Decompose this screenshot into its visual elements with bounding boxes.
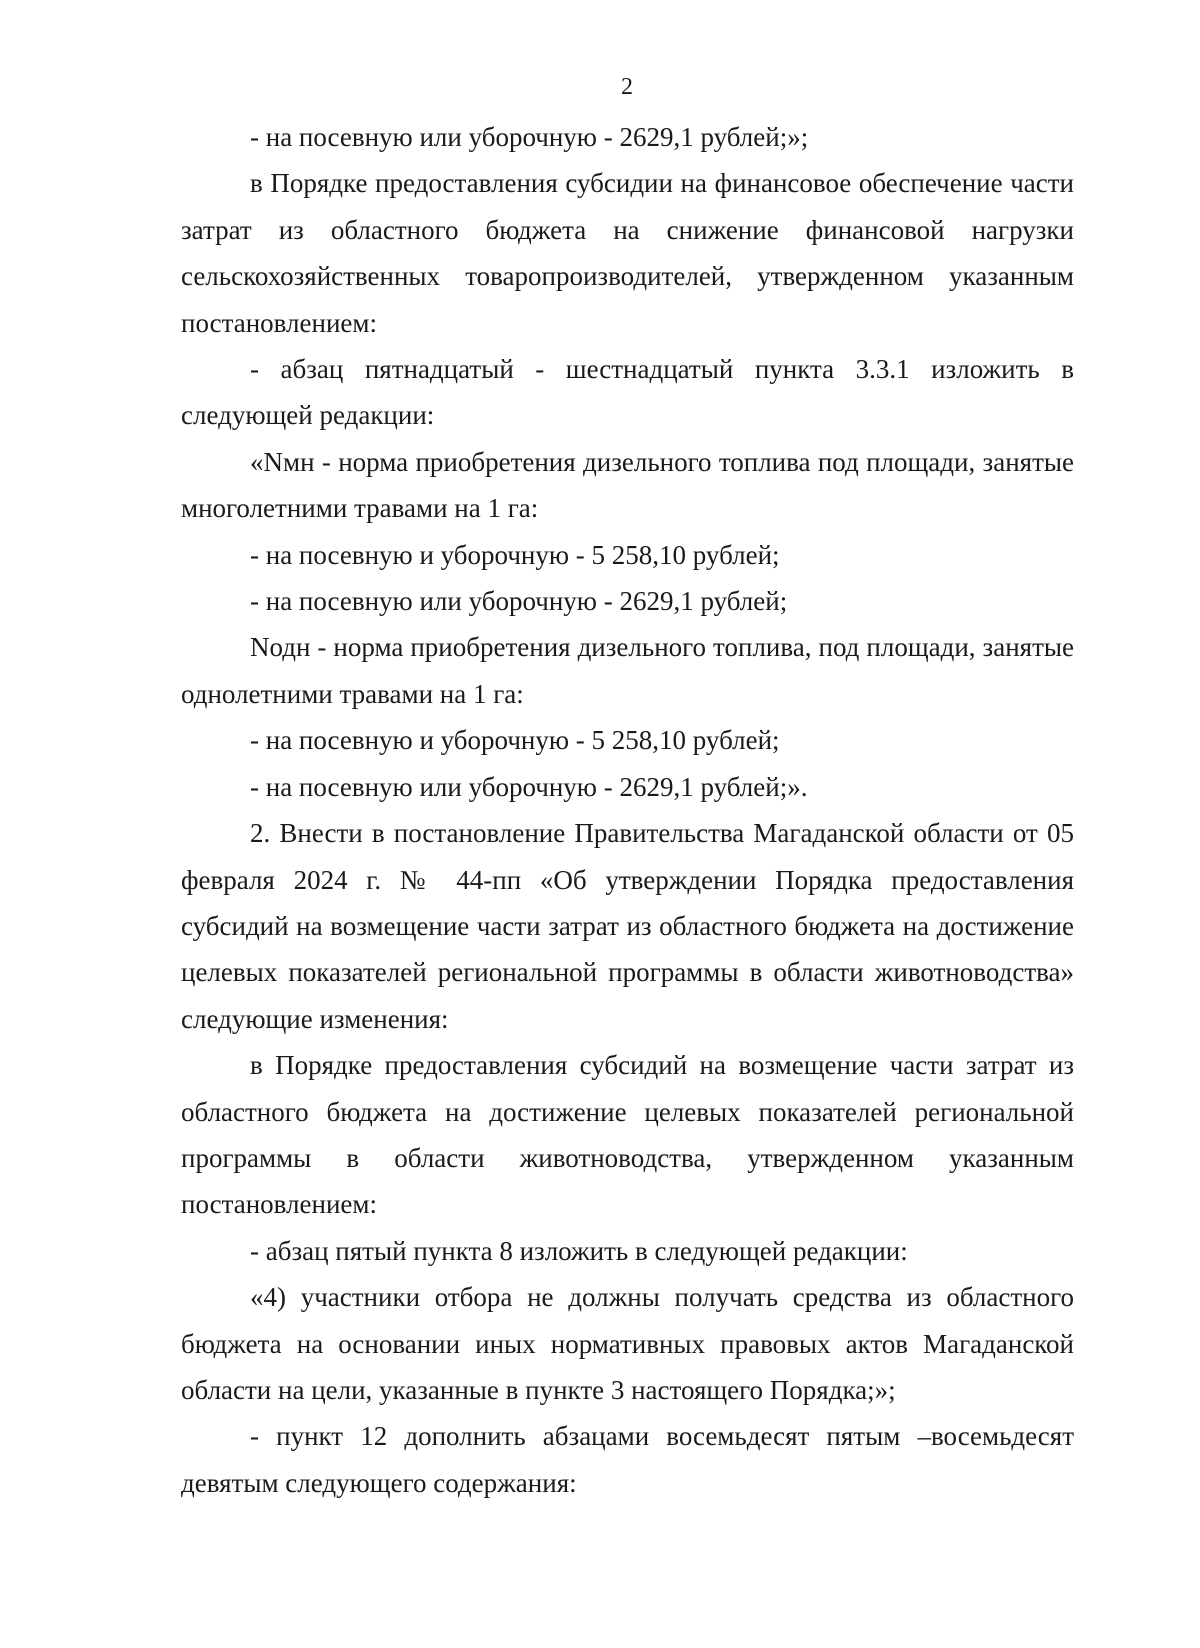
- paragraph-8: - на посевную и уборочную - 5 258,10 рублей;: [250, 725, 780, 756]
- paragraph-5: - на посевную и уборочную - 5 258,10 рублей;: [250, 539, 780, 570]
- paragraph-1: - на посевную или уборочную - 2629,1 рублей;»;: [250, 122, 809, 152]
- paragraph-7: Nодн - норма приобретения дизельного топлива, под площади, занятые однолетними травами на 1 га:: [181, 632, 1074, 709]
- page-number: 2: [621, 74, 633, 100]
- paragraph-11: в Порядке предоставления субсидий на возмещение части затрат из областного бюджета на достижение целевых показателей региональной программы в области животноводства, утвержденном указанным постановлением:: [181, 1050, 1074, 1220]
- paragraph-12: - абзац пятый пункта 8 изложить в следующей редакции:: [250, 1235, 908, 1266]
- paragraph-14: - пункт 12 дополнить абзацами восемьдесят пятым –восемьдесят девятым следующего содержания:: [181, 1421, 1074, 1498]
- paragraph-13: «4) участники отбора не должны получать средства из областного бюджета на основании иных нормативных правовых актов Магаданской области на цели, указанные в пункте 3 настоящего Порядка;»;: [181, 1282, 1074, 1405]
- paragraph-2: в Порядке предоставления субсидии на финансовое обеспечение части затрат из областного бюджета на снижение финансовой нагрузки сельскохозяйственных товаропроизводителей, утвержденном указанным постановлением:: [181, 168, 1074, 338]
- paragraph-9: - на посевную или уборочную - 2629,1 рублей;».: [250, 771, 808, 802]
- paragraph-10: 2. Внести в постановление Правительства Магаданской области от 05 февраля 2024 г. № 44-пп «Об утверждении Порядка предоставления субсидий на возмещение части затрат из областного бюджета на достижение целевых показателей региональной программы в области животноводства» следующие изменения:: [181, 818, 1074, 1034]
- paragraph-4: «Nмн - норма приобретения дизельного топлива под площади, занятые многолетними травами на 1 га:: [181, 446, 1074, 524]
- document-body: [181, 114, 1074, 1506]
- paragraph-3: - абзац пятнадцатый - шестнадцатый пункта 3.3.1 изложить в следующей редакции:: [181, 354, 1074, 431]
- paragraph-6: - на посевную или уборочную - 2629,1 рублей;: [250, 586, 788, 617]
